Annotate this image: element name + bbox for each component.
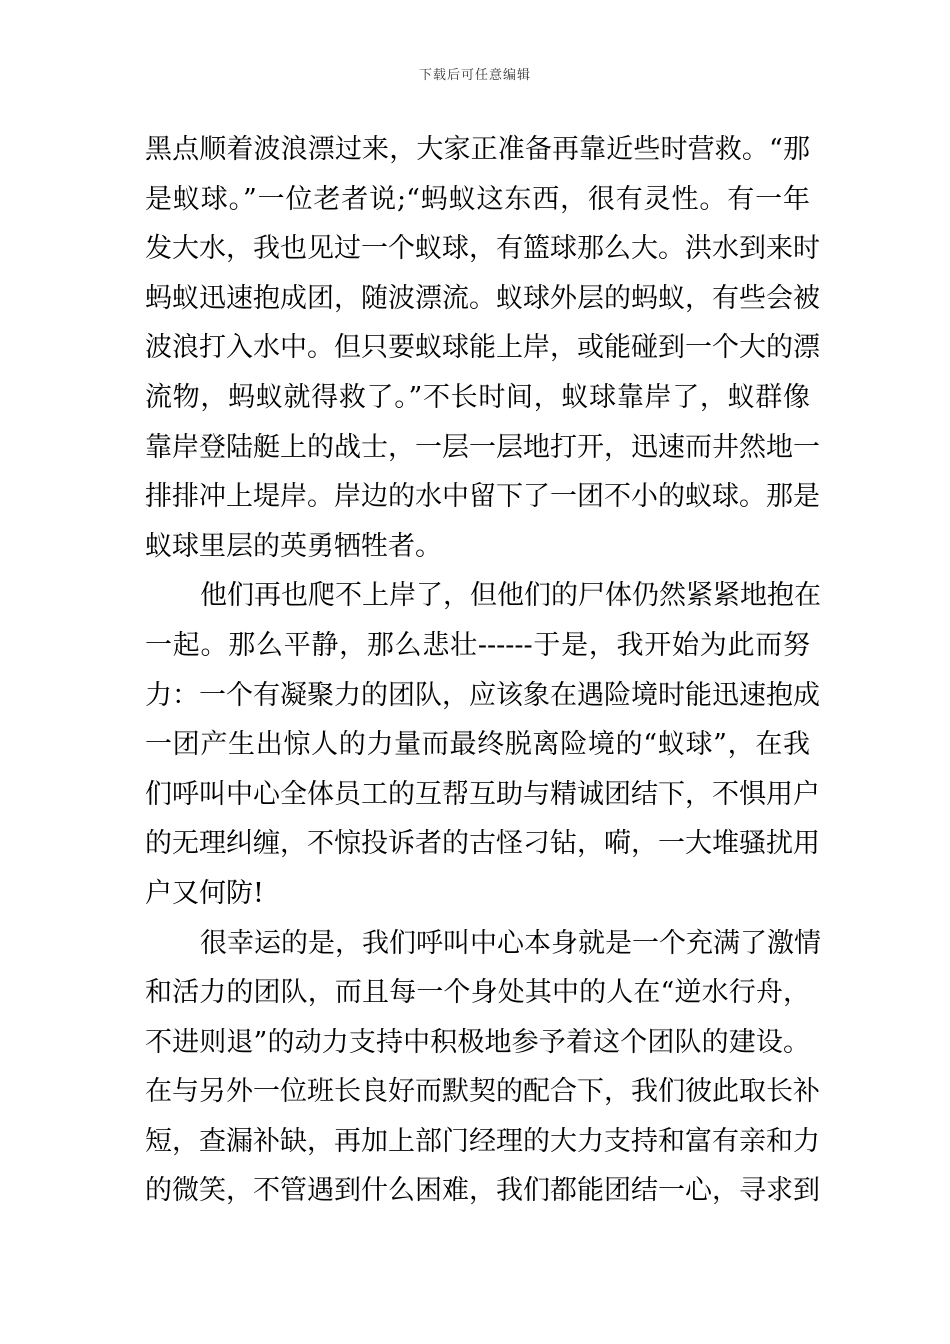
- text-line: 户又何防!: [145, 877, 264, 909]
- text-line: 们呼叫中心全体员工的互帮互助与精诚团结下，不惧用户: [145, 778, 820, 810]
- text-line: 发大水，我也见过一个蚁球，有篮球那么大。洪水到来时: [145, 233, 820, 265]
- document-body: [145, 125, 821, 1216]
- text-line: 排排冲上堤岸。岸边的水中留下了一团不小的蚁球。那是: [145, 481, 820, 513]
- text-line: 和活力的团队，而且每一个身处其中的人在“逆水行舟，: [145, 977, 810, 1009]
- text-line: 一团产生出惊人的力量而最终脱离险境的“蚁球”，在我: [145, 729, 810, 761]
- text-line: 的微笑，不管遇到什么困难，我们都能团结一心，寻求到: [145, 1175, 820, 1207]
- text-line: 很幸运的是，我们呼叫中心本身就是一个充满了激情: [200, 927, 821, 959]
- text-line: 在与另外一位班长良好而默契的配合下，我们彼此取长补: [145, 1076, 820, 1108]
- text-line: 蚂蚁迅速抱成团，随波漂流。蚁球外层的蚂蚁，有些会被: [145, 282, 820, 314]
- text-line: 波浪打入水中。但只要蚁球能上岸，或能碰到一个大的漂: [145, 332, 820, 364]
- text-line: 一起。那么平静，那么悲壮------于是，我开始为此而努: [145, 629, 810, 661]
- text-line: 不进则退”的动力支持中积极地参予着这个团队的建设。: [145, 1026, 810, 1058]
- text-line: 蚁球里层的英勇牺牲者。: [145, 530, 442, 562]
- text-line: 力：一个有凝聚力的团队，应该象在遇险境时能迅速抱成: [145, 679, 820, 711]
- text-line: 靠岸登陆艇上的战士，一层一层地打开，迅速而井然地一: [145, 431, 820, 463]
- text-line: 是蚁球。”一位老者说;“蚂蚁这东西，很有灵性。有一年: [145, 183, 810, 215]
- text-line: 流物，蚂蚁就得救了。”不长时间，蚁球靠岸了，蚁群像: [145, 381, 810, 413]
- text-line: 的无理纠缠，不惊投诉者的古怪刁钻，嗬，一大堆骚扰用: [145, 828, 820, 860]
- page-header: 下载后可任意编辑: [418, 68, 531, 83]
- text-line: 他们再也爬不上岸了，但他们的尸体仍然紧紧地抱在: [200, 580, 821, 612]
- text-line: 短，查漏补缺，再加上部门经理的大力支持和富有亲和力: [145, 1125, 820, 1157]
- text-line: 黑点顺着波浪漂过来，大家正准备再靠近些时营救。“那: [145, 134, 810, 165]
